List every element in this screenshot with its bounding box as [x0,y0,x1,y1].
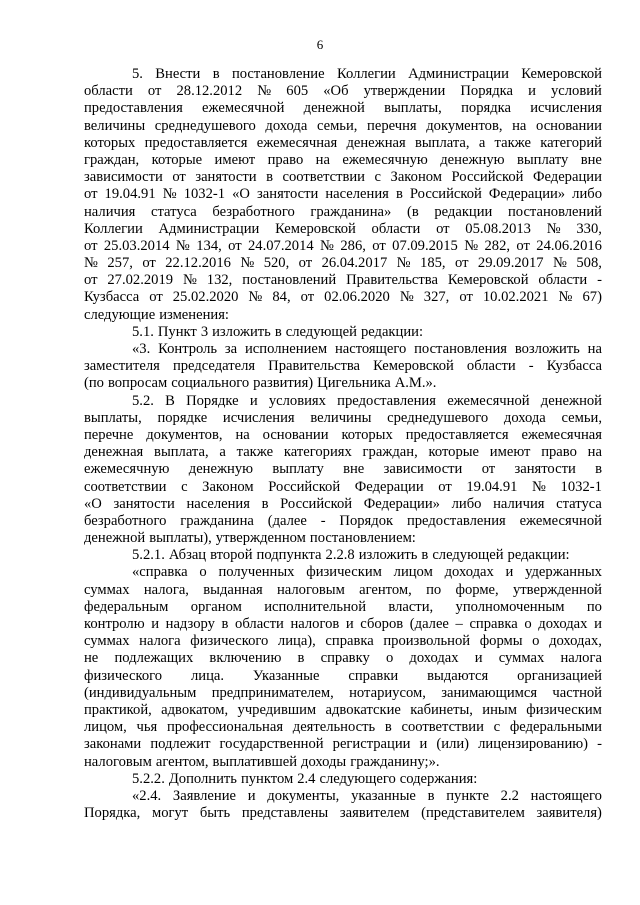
text-line: (по вопросам социального развития) Цигельника А.М.». [84,375,437,392]
text-line: предоставления ежемесячной денежной выплаты, порядка исчисления [84,100,602,117]
text-line: «2.4. Заявление и документы, указанные в пункте 2.2 настоящего [132,787,602,804]
text-line: суммах налога физического лица), справка произвольной формы о доходах, [84,633,602,650]
text-line: налоговым агентом, выплатившей доходы гражданину;». [84,753,440,770]
text-line: от 27.02.2019 № 132, постановлений Правительства Кемеровской области - [84,272,602,289]
text-line: «справка о полученных физическим лицом доходах и удержанных [132,564,602,581]
text-line: практикой, адвокатом, учредившим адвокатские кабинеты, иным физическим [84,701,602,718]
text-line: «О занятости населения в Российской Федерации» либо наличия статуса [84,495,602,512]
text-line: соответствии с Законом Российской Федерации от 19.04.91 № 1032-1 [84,478,602,495]
text-line: от 25.03.2014 № 134, от 24.07.2014 № 286, от 07.09.2015 № 282, от 24.06.2016 [84,237,602,254]
text-line: физического лица. Указанные справки выдаются организацией [84,667,602,684]
text-line: наличия статуса безработного гражданина» (в редакции постановлений [84,203,602,220]
document-body [84,66,602,822]
text-line: контролю и надзору в области налогов и сборов (далее – справка о доходах и [84,616,602,632]
text-line: законами подлежит государственной регистрации и (или) лицензированию) - [84,736,602,753]
text-line: которых предоставляется ежемесячная денежная выплата, а также категорий [84,134,602,151]
text-line: федеральным органом исполнительной власти, уполномоченным по [84,598,602,615]
text-line: заместителя председателя Правительства Кемеровской области - Кузбасса [84,358,602,375]
text-line: выплаты, порядке исчисления величины среднедушевого дохода семьи, [84,409,602,426]
text-line: величины среднедушевого дохода семьи, перечня документов, на основании [84,117,602,134]
text-line: Коллегии Администрации Кемеровской области от 05.08.2013 № 330, [84,220,602,237]
text-line: № 257, от 22.12.2016 № 520, от 26.04.2017 № 185, от 29.09.2017 № 508, [84,255,602,272]
text-line: денежной выплаты), утвержденном постановлением: [84,530,416,547]
text-line: 5.2. В Порядке и условиях предоставления ежемесячной денежной [132,392,602,409]
text-line: суммах налога, выданная налоговым агентом, по форме, утвержденной [84,581,602,598]
text-line: «3. Контроль за исполнением настоящего постановления возложить на [132,341,602,357]
text-line: 5.2.2. Дополнить пунктом 2.4 следующего содержания: [132,770,478,787]
page-number: 6 [316,37,324,52]
text-line: Порядка, могут быть представлены заявителем (представителем заявителя) [84,805,602,822]
text-line: граждан, которые имеют право на ежемесячную денежную выплату вне [84,151,602,168]
text-line: следующие изменения: [84,306,229,323]
text-line: области от 28.12.2012 № 605 «Об утверждении Порядка и условий [84,83,602,100]
text-line: денежная выплата, а также категориях граждан, которые имеют право на [84,444,602,461]
text-line: от 19.04.91 № 1032-1 «О занятости населения в Российской Федерации» либо [84,186,602,203]
text-line: 5. Внести в постановление Коллегии Администрации Кемеровской [132,66,602,82]
text-line: перечне документов, на основании которых предоставляется ежемесячная [84,426,602,443]
text-line: 5.1. Пункт 3 изложить в следующей редакции: [132,323,423,340]
text-line: ежемесячную денежную выплату вне зависимости от занятости в [84,461,602,478]
text-line: лицом, чья профессиональная деятельность в соответствии с федеральными [84,719,602,736]
text-line: (индивидуальным предпринимателем, нотариусом, занимающимся частной [84,684,602,701]
text-line: не подлежащих включению в справку о доходах и суммах налога [84,650,602,667]
text-line: безработного гражданина (далее - Порядок предоставления ежемесячной [84,512,602,529]
text-line: зависимости от занятости в соответствии с Законом Российской Федерации [84,169,602,186]
text-line: Кузбасса от 25.02.2020 № 84, от 02.06.2020 № 327, от 10.02.2021 № 67) [84,289,602,306]
text-line: 5.2.1. Абзац второй подпункта 2.2.8 изложить в следующей редакции: [132,547,570,564]
